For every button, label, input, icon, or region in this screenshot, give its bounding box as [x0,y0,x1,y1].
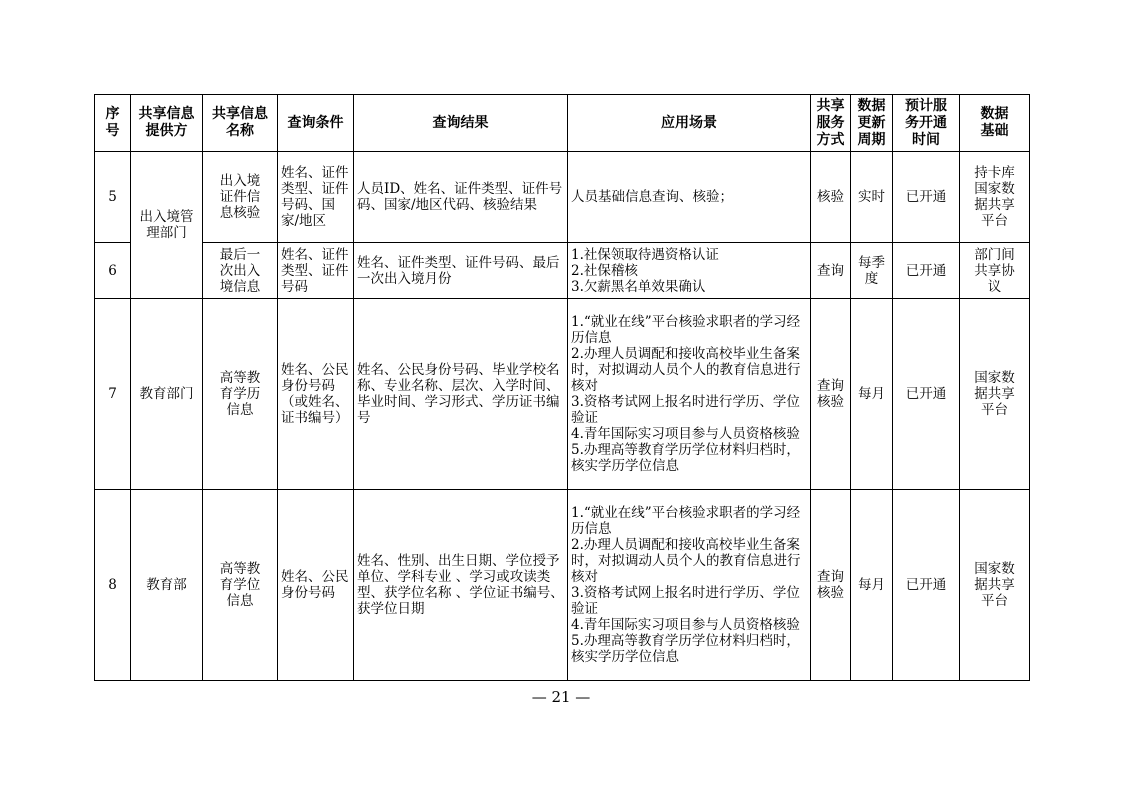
results-cell: 人员ID、姓名、证件类型、证件号码、国家/地区代码、核验结果 [354,152,568,243]
header-service-method: 共享 服务 方式 [811,95,851,152]
info-name-cell: 最后一 次出入 境信息 [203,243,278,299]
scenarios-cell: 1.“就业在线”平台核验求职者的学习经历信息 2.办理人员调配和接收高校毕业生备案时，对拟调动人员个人的教育信息进行核对 3.资格考试网上报名时进行学历、学位验证 4.青年国际实习项目参与人员资格核验 5.办理高等教育学历学位材料归档时，核实学历学位信息 [568,490,811,681]
header-row [95,95,1030,152]
basis-cell: 国家数 据共享 平台 [960,299,1030,490]
method-cell: 查询 [811,243,851,299]
table-row [95,299,1030,490]
basis-cell: 持卡库 国家数 据共享 平台 [960,152,1030,243]
info-name-cell: 高等教 育学历 信息 [203,299,278,490]
provider-cell: 教育部门 [131,299,203,490]
header-info-name: 共享信息 名称 [203,95,278,152]
header-data-basis: 数据 基础 [960,95,1030,152]
cycle-cell: 每月 [851,299,893,490]
header-index: 序 号 [95,95,131,152]
scenarios-cell: 人员基础信息查询、核验； [568,152,811,243]
data-sharing-table [94,94,1030,681]
row-index: 5 [95,152,131,243]
open-time-cell: 已开通 [893,490,960,681]
open-time-cell: 已开通 [893,299,960,490]
page-number: — 21 — [531,688,591,706]
method-cell: 查询 核验 [811,490,851,681]
results-cell: 姓名、性别、出生日期、学位授予单位、学科专业 、学习或攻读类型、获学位名称 、学位证书编号、获学位日期 [354,490,568,681]
cycle-cell: 每月 [851,490,893,681]
scenarios-cell: 1.“就业在线”平台核验求职者的学习经历信息 2.办理人员调配和接收高校毕业生备案时，对拟调动人员个人的教育信息进行核对 3.资格考试网上报名时进行学历、学位验证 4.青年国际实习项目参与人员资格核验 5.办理高等教育学历学位材料归档时，核实学历学位信息 [568,299,811,490]
header-scenarios: 应用场景 [568,95,811,152]
open-time-cell: 已开通 [893,243,960,299]
open-time-cell: 已开通 [893,152,960,243]
provider-cell: 教育部 [131,490,203,681]
table-row [95,243,1030,299]
method-cell: 查询 核验 [811,299,851,490]
table-row [95,152,1030,243]
conditions-cell: 姓名、证件类型、证件号码 [278,243,354,299]
cycle-cell: 实时 [851,152,893,243]
cycle-cell: 每季 度 [851,243,893,299]
header-open-time: 预计服 务开通 时间 [893,95,960,152]
table-row [95,490,1030,681]
row-index: 8 [95,490,131,681]
info-name-cell: 高等教 育学位 信息 [203,490,278,681]
results-cell: 姓名、公民身份号码、毕业学校名称、专业名称、层次、入学时间、毕业时间、学习形式、学历证书编号 [354,299,568,490]
basis-cell: 部门间 共享协 议 [960,243,1030,299]
provider-cell: 出入境管 理部门 [131,152,203,299]
info-name-cell: 出入境 证件信 息核验 [203,152,278,243]
scenarios-cell: 1.社保领取待遇资格认证 2.社保稽核 3.欠薪黑名单效果确认 [568,243,811,299]
header-update-cycle: 数据 更新 周期 [851,95,893,152]
header-query-results: 查询结果 [354,95,568,152]
header-provider: 共享信息 提供方 [131,95,203,152]
results-cell: 姓名、证件类型、证件号码、最后一次出入境月份 [354,243,568,299]
row-index: 7 [95,299,131,490]
method-cell: 核验 [811,152,851,243]
conditions-cell: 姓名、公民身份号码（或姓名、证书编号） [278,299,354,490]
row-index: 6 [95,243,131,299]
conditions-cell: 姓名、公民身份号码 [278,490,354,681]
conditions-cell: 姓名、证件类型、证件号码、国家/地区 [278,152,354,243]
header-query-conditions: 查询条件 [278,95,354,152]
basis-cell: 国家数 据共享 平台 [960,490,1030,681]
